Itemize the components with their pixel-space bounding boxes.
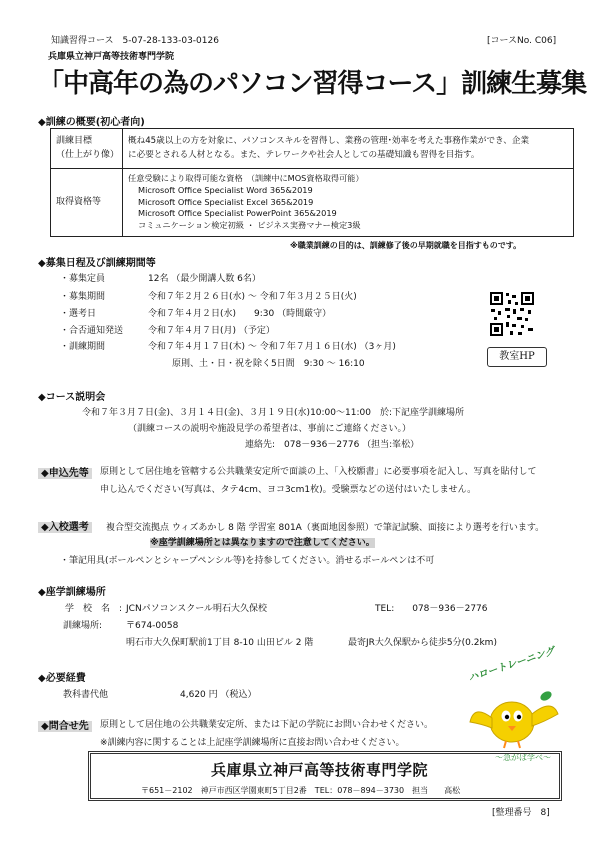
briefing-contact: 連絡先: 078－936－2776 （担当:峯松） xyxy=(245,440,420,450)
schedule-value: 令和７年２月２６日(水) ～ 令和７年３月２５日(火) xyxy=(148,292,357,302)
page-title: 「中高年の為のパソコン習得コース」訓練生募集 xyxy=(38,69,587,99)
selection-warning: ※座学訓練場所とは異なりますので注意してください。 xyxy=(150,538,375,548)
qual-heading: 任意受験により取得可能な資格 （訓練中にMOS資格取得可能） xyxy=(128,172,364,183)
inquiry-line-1: 原則として居住地の公共職業安定所、または下記の学院にお問い合わせください。 xyxy=(100,720,434,730)
qual-item: コミュニケーション検定初級 ・ ビジネス実務マナー検定3級 xyxy=(138,220,361,231)
selection-line-1: 複合型交流拠点 ウィズあかし 8 階 学習室 801A（裏面地図参照）で筆記試験、面接により選考を行います。 xyxy=(106,523,545,533)
course-code: 知識習得コース 5-07-28-133-03-0126 xyxy=(51,36,219,46)
qual-item: Microsoft Office Specialist PowerPoint 365&2019 xyxy=(138,208,337,219)
qr-code-icon[interactable] xyxy=(488,290,536,338)
goal-text-1: 概ね45歳以上の方を対象に、パソコンスキルを習得し、業務の管理･効率を考えた事務作業ができ、企業 xyxy=(128,136,530,147)
goal-label-1: 訓練目標 xyxy=(56,135,93,146)
selection-line-3: ・筆記用具(ボールペンとシャープペンシル等)を持参してください。消せるボールペンは不可 xyxy=(60,556,435,566)
mascot-banner: ハロートレーニング xyxy=(467,646,557,685)
schedule-label: ・募集期間 xyxy=(60,292,106,302)
overview-table xyxy=(50,128,574,237)
hello-training-mascot-icon xyxy=(448,664,578,764)
course-number: [コースNo. C06] xyxy=(487,36,557,46)
apply-label xyxy=(38,464,92,479)
venue-place-label: 訓練場所: xyxy=(63,621,103,631)
selection-label xyxy=(38,518,92,533)
qual-label: 取得資格等 xyxy=(56,196,102,207)
apply-label-text: ◆申込先等 xyxy=(38,468,92,479)
footer-box xyxy=(88,751,562,801)
schedule-label: ・募集定員 xyxy=(60,274,106,284)
goal-label-cell xyxy=(51,129,123,169)
overview-note: ※職業訓練の目的は、訓練修了後の早期就職を目指すものです。 xyxy=(290,241,522,250)
goal-text-2: に必要とされる人材となる。また、テレワークや社会人としての基礎知識も習得を目指す。 xyxy=(128,149,480,160)
qual-label-cell xyxy=(51,169,123,237)
classroom-hp-button[interactable]: 教室HP xyxy=(487,347,547,367)
cost-amount: 4,620 円 （税込） xyxy=(180,690,257,700)
inquiry-line-2: ※訓練内容に関することは上記座学訓練場所に直接お問い合わせください。 xyxy=(100,738,405,748)
apply-line-1: 原則として居住地を管轄する公共職業安定所で面談の上、「入校願書」に必要事項を記入し、写真を貼付して xyxy=(100,467,537,477)
qual-item: Microsoft Office Specialist Word 365&2019 xyxy=(138,184,313,195)
goal-text-cell xyxy=(123,129,574,169)
venue-tel: TEL: 078－936－2776 xyxy=(375,604,488,614)
schedule-heading: ◆募集日程及び訓練期間等 xyxy=(38,258,156,269)
schedule-label: ・訓練期間 xyxy=(60,342,106,352)
schedule-value: 12名 （最少開講人数 6名） xyxy=(148,274,261,284)
schedule-value: 令和７年４月７日(月) （予定） xyxy=(148,326,275,336)
selection-label-text: ◆入校選考 xyxy=(38,522,92,533)
briefing-line-2: （訓練コースの説明や施設見学の希望者は、事前にご連絡ください。） xyxy=(128,424,412,434)
briefing-line-1: 令和７年３月７日(金)、３月１４日(金)、３月１９日(水)10:00～11:00 於:下記座学訓練場所 xyxy=(82,408,464,418)
qual-cell xyxy=(123,169,574,237)
apply-line-2: 申し込んでください(写真は、タテ4cm、ヨコ3cm1枚)。受験票などの送付はいたしません。 xyxy=(100,485,477,495)
school-line: 兵庫県立神戸高等技術専門学院 xyxy=(48,52,175,62)
schedule-value: 令和７年４月１７日(木) ～ 令和７年７月１６日(水) （3ヶ月) xyxy=(148,342,396,352)
venue-postal: 〒674-0058 xyxy=(126,621,179,631)
schedule-value: 令和７年４月２日(水) 9:30 （時間厳守） xyxy=(148,309,332,319)
cost-heading: ◆必要経費 xyxy=(38,673,86,684)
briefing-heading: ◆コース説明会 xyxy=(38,392,106,403)
cost-label: 教科書代他 xyxy=(63,690,109,700)
inquiry-label-text: ◆問合せ先 xyxy=(38,721,92,732)
venue-school-name: JCNパソコンスクール明石大久保校 xyxy=(126,604,268,614)
venue-school-label: 学 校 名 : xyxy=(65,604,123,614)
goal-label-2: （仕上がり像） xyxy=(56,149,120,160)
footer-ref: [整理番号 8] xyxy=(492,808,550,818)
schedule-extra: 原則、土・日・祝を除く5日間 9:30 ～ 16:10 xyxy=(172,359,365,369)
overview-heading: ◆訓練の概要(初心者向) xyxy=(38,117,145,128)
selection-line-2 xyxy=(150,535,375,548)
inquiry-label xyxy=(38,717,92,732)
venue-access: 最寄JR大久保駅から徒歩5分(0.2km) xyxy=(348,638,497,648)
venue-address: 明石市大久保町駅前1丁目 8-10 山田ビル 2 階 xyxy=(126,638,314,648)
footer-school: 兵庫県立神戸高等技術専門学院 xyxy=(211,761,429,779)
mascot-slogan: ～急がば学べ～ xyxy=(495,753,551,762)
qual-item: Microsoft Office Specialist Excel 365&2019 xyxy=(138,196,314,207)
venue-heading: ◆座学訓練場所 xyxy=(38,587,106,598)
schedule-label: ・合否通知発送 xyxy=(60,326,124,336)
footer-address: 〒651－2102 神戸市西区学園東町5丁目2番 TEL：078－894－3730 担当 高松 xyxy=(141,786,461,795)
schedule-label: ・選考日 xyxy=(60,309,97,319)
